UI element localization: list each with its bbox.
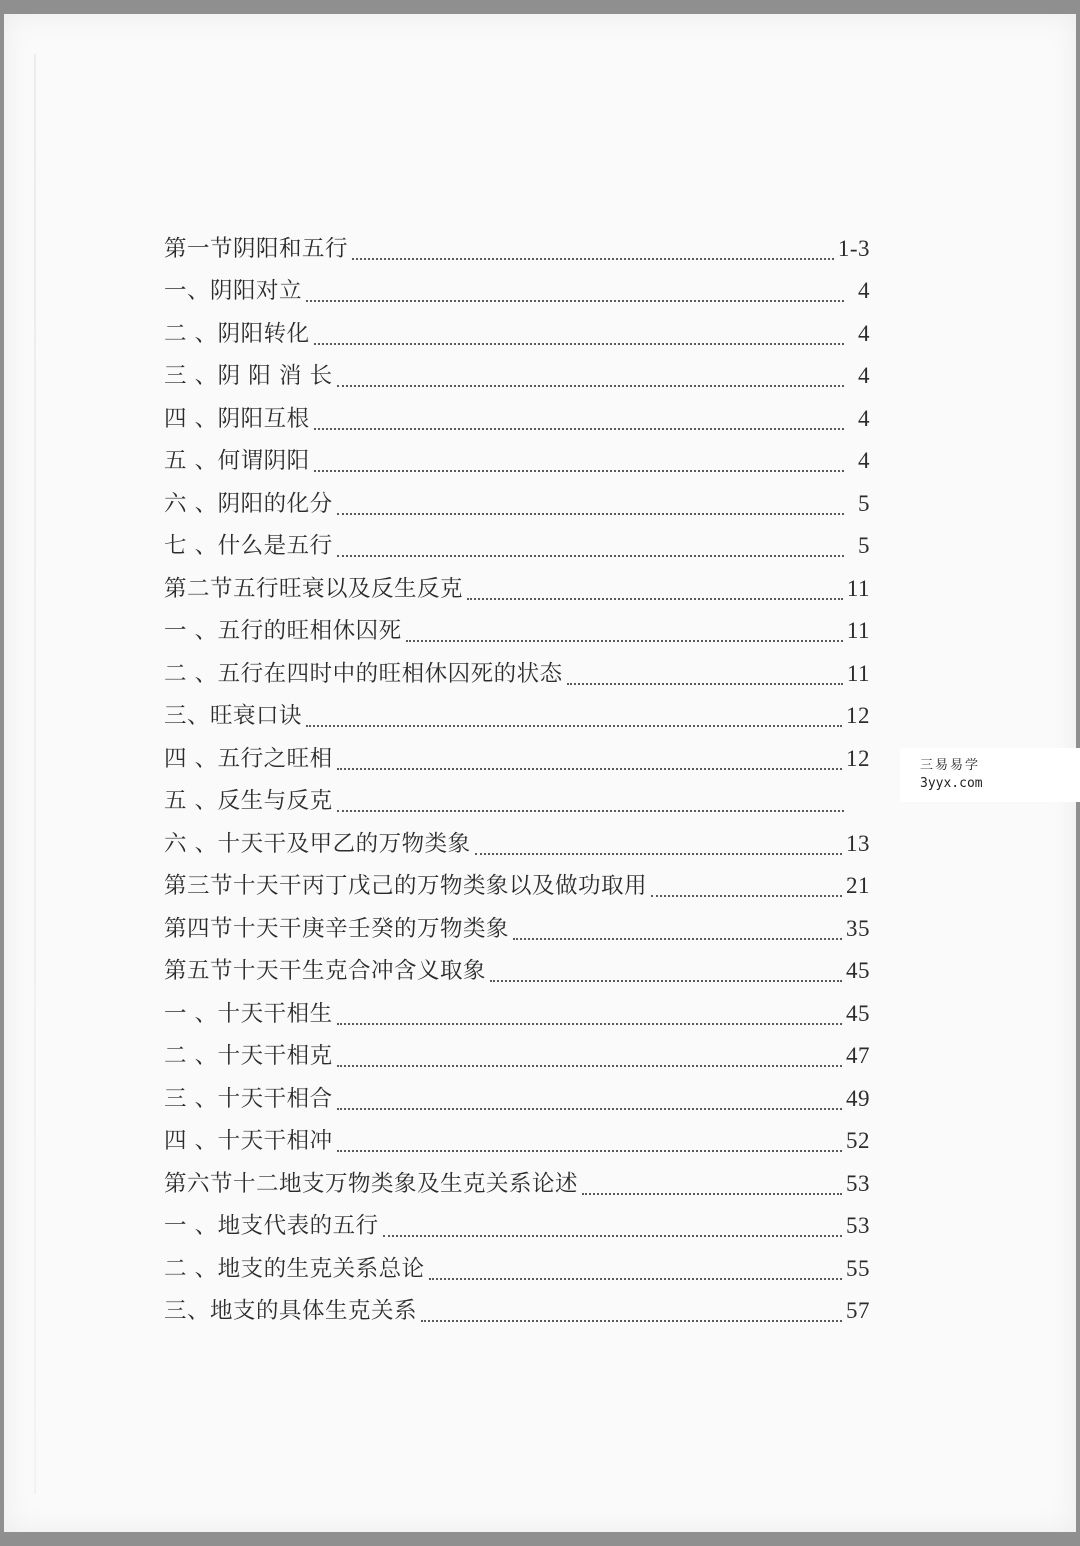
toc-entry-title: 二 、地支的生克关系总论 <box>164 1255 425 1282</box>
dot-leader <box>337 555 844 557</box>
toc-page-number: 45 <box>846 1000 870 1026</box>
dot-leader <box>337 810 844 812</box>
dot-leader <box>651 895 842 897</box>
dot-leader <box>306 725 842 727</box>
dot-leader <box>306 300 844 302</box>
toc-item-row <box>164 354 870 397</box>
dot-leader <box>352 258 834 260</box>
toc-page-number: 11 <box>846 575 870 601</box>
toc-item-row <box>164 991 870 1034</box>
toc-entry-title: 二 、阴阳转化 <box>164 320 310 347</box>
toc-page-number: 1-3 <box>837 235 870 261</box>
dot-leader <box>337 513 844 515</box>
toc-page-number: 4 <box>858 363 870 388</box>
toc-page-number: 53 <box>846 1213 870 1238</box>
dot-leader <box>337 768 842 770</box>
toc-entry-title: 第六节十二地支万物类象及生克关系论述 <box>164 1170 579 1197</box>
toc-page-number: 21 <box>846 873 870 898</box>
dot-leader <box>513 938 842 940</box>
toc-page-number: 12 <box>846 745 870 771</box>
toc-entry-title: 五 、反生与反克 <box>164 788 333 814</box>
toc-page-number: 4 <box>858 278 870 303</box>
toc-section-row <box>164 864 870 907</box>
toc-entry-title: 第二节五行旺衰以及反生反克 <box>164 575 464 602</box>
dot-leader <box>490 980 842 982</box>
dot-leader <box>314 470 844 472</box>
toc-entry-title: 七 、什么是五行 <box>164 533 333 559</box>
toc-page-number: 4 <box>858 320 870 346</box>
toc-page-number: 35 <box>846 915 870 941</box>
toc-entry-title: 第三节十天干丙丁戊己的万物类象以及做功取用 <box>164 873 648 899</box>
dot-leader <box>582 1193 842 1195</box>
toc-item-row <box>164 311 870 354</box>
toc-item-row <box>164 821 870 864</box>
toc-entry-title: 一 、十天干相生 <box>164 1000 333 1027</box>
toc-entry-title: 六 、十天干及甲乙的万物类象 <box>164 830 471 857</box>
watermark-title: 三易易学 <box>920 758 981 773</box>
toc-item-row <box>164 396 870 439</box>
toc-item-row <box>164 1246 870 1289</box>
toc-page-number: 12 <box>846 703 870 728</box>
toc-page-number: 53 <box>846 1170 870 1196</box>
dot-leader <box>383 1235 842 1237</box>
toc-section-row <box>164 226 870 269</box>
toc-entry-title: 三、地支的具体生克关系 <box>164 1298 418 1324</box>
toc-item-row <box>164 481 870 524</box>
toc-entry-title: 五 、何谓阴阳 <box>164 448 310 474</box>
toc-page-number: 57 <box>846 1298 870 1323</box>
dot-leader <box>429 1278 842 1280</box>
dot-leader <box>314 428 844 430</box>
dot-leader <box>567 683 843 685</box>
dot-leader <box>337 1150 842 1152</box>
toc-entry-title: 四 、五行之旺相 <box>164 745 333 772</box>
toc-section-row <box>164 949 870 992</box>
toc-page-number: 47 <box>846 1043 870 1068</box>
toc-page-number: 13 <box>846 830 870 856</box>
dot-leader <box>421 1320 842 1322</box>
dot-leader <box>337 1023 842 1025</box>
toc-entry-title: 二 、五行在四时中的旺相休囚死的状态 <box>164 660 563 687</box>
toc-page-number: 11 <box>846 618 870 643</box>
toc-item-row <box>164 524 870 567</box>
toc-page-number: 11 <box>846 660 870 686</box>
toc-item-row <box>164 694 870 737</box>
watermark-url: 3yyx.com <box>920 776 983 791</box>
toc-page-number: 5 <box>858 490 870 516</box>
toc-section-row <box>164 906 870 949</box>
toc-item-row <box>164 1289 870 1332</box>
toc-entry-title: 一、阴阳对立 <box>164 278 303 304</box>
toc-item-row <box>164 269 870 312</box>
toc-entry-title: 第一节阴阳和五行 <box>164 235 349 262</box>
toc-item-row <box>164 651 870 694</box>
toc-item-row <box>164 609 870 652</box>
toc-section-row <box>164 1161 870 1204</box>
dot-leader <box>406 640 843 642</box>
toc-entry-title: 二 、十天干相克 <box>164 1043 333 1069</box>
toc-page-number: 52 <box>846 1128 870 1153</box>
toc-page-number: 5 <box>858 533 870 558</box>
toc-item-row <box>164 1204 870 1247</box>
toc-page-number: 45 <box>846 958 870 983</box>
toc-entry-title: 第四节十天干庚辛壬癸的万物类象 <box>164 915 510 942</box>
toc-page-number: 4 <box>858 448 870 473</box>
toc-section-row <box>164 566 870 609</box>
toc-item-row <box>164 779 870 822</box>
toc-page-number: 4 <box>858 405 870 431</box>
dot-leader <box>337 385 844 387</box>
toc-entry-title: 四 、阴阳互根 <box>164 405 310 432</box>
toc-entry-title: 三、旺衰口诀 <box>164 703 303 729</box>
toc-item-row <box>164 736 870 779</box>
dot-leader <box>467 598 843 600</box>
toc-entry-title: 四 、十天干相冲 <box>164 1128 333 1154</box>
toc-entry-title: 一 、五行的旺相休囚死 <box>164 618 402 644</box>
dot-leader <box>314 343 844 345</box>
toc-item-row <box>164 1119 870 1162</box>
toc-item-row <box>164 1034 870 1077</box>
toc-page-number: 55 <box>846 1255 870 1281</box>
dot-leader <box>337 1108 842 1110</box>
site-watermark <box>900 748 1080 802</box>
toc-entry-title: 三 、阴 阳 消 长 <box>164 363 333 389</box>
dot-leader <box>337 1065 842 1067</box>
toc-item-row <box>164 1076 870 1119</box>
toc-entry-title: 一 、地支代表的五行 <box>164 1213 379 1239</box>
toc-item-row <box>164 439 870 482</box>
table-of-contents <box>164 226 870 1331</box>
toc-page-number: 49 <box>846 1085 870 1111</box>
toc-entry-title: 六 、阴阳的化分 <box>164 490 333 517</box>
dot-leader <box>475 853 842 855</box>
toc-entry-title: 三 、十天干相合 <box>164 1085 333 1112</box>
toc-entry-title: 第五节十天干生克合冲含义取象 <box>164 958 487 984</box>
